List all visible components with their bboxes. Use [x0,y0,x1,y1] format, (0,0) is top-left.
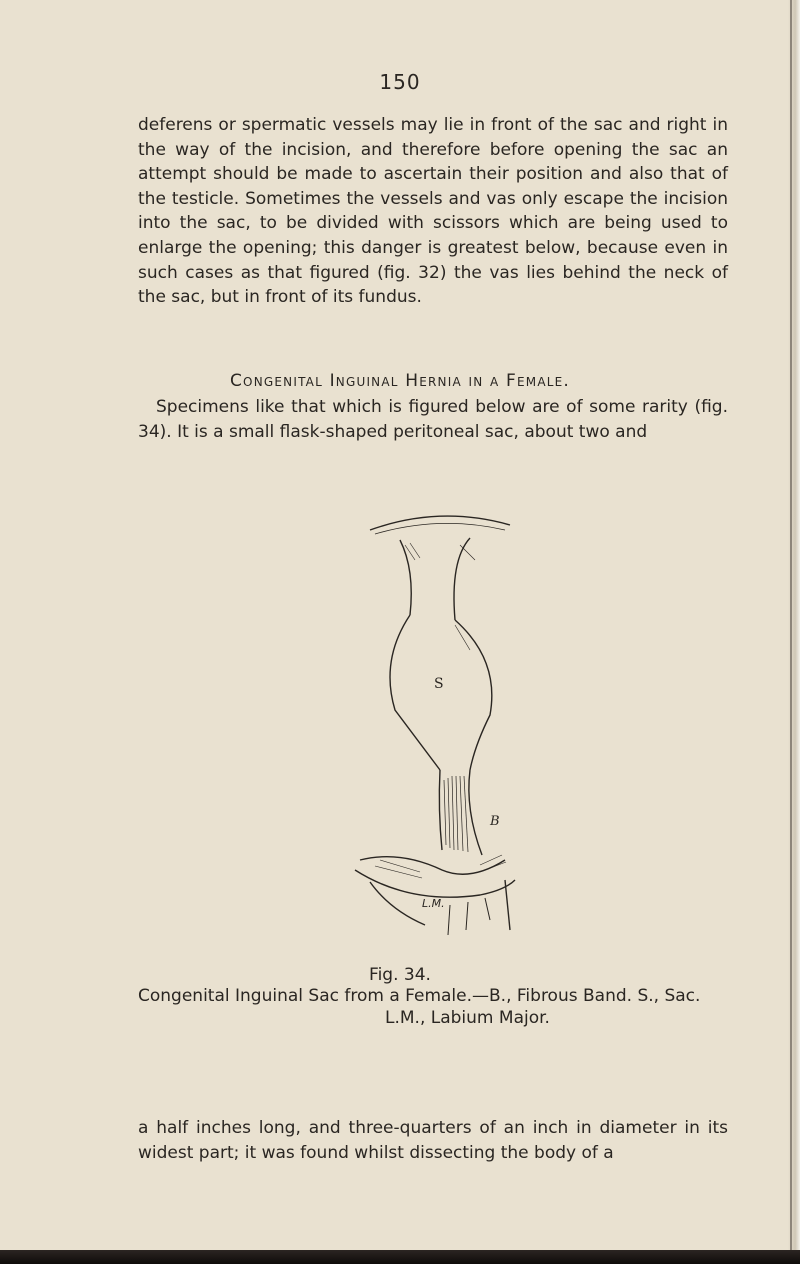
page-edge-line [790,0,792,1264]
label-band: B [490,814,500,829]
hernia-sac-drawing [330,510,530,950]
paragraph-2: Specimens like that which is figured below are of some rarity (fig. 34). It is a small flask-shaped peritoneal sac, about two and [138,397,728,442]
page-number: 150 [379,70,421,94]
figure-illustration [330,510,530,950]
label-sac: S [434,676,444,692]
caption-line-1: Congenital Inguinal Sac from a Female.—B., Fibrous Band. S., Sac. [138,986,701,1006]
section-heading: Congenital Inguinal Hernia in a Female. [229,371,571,391]
page-bottom-edge [0,1250,800,1264]
figure-caption [138,985,738,1029]
figure-number: Fig. 34. [369,965,431,985]
label-labium: L.M. [422,897,445,910]
caption-line-2: L.M., Labium Major. [385,1008,550,1028]
paragraph-1: deferens or spermatic vessels may lie in front of the sac and right in the way of the incision, and therefore before opening the sac an attempt should be made to ascertain their position and also that of the testicle. Sometimes the vessels and vas only escape the incision into the sac, to be divided with scissors which are being used to enlarge the opening; this danger is greatest below, because even in such cases as that figured (fig. 32) the vas lies behind the neck of the sac, but in front of its fundus. [138,115,728,308]
paragraph-3: a half inches long, and three-quarters of an inch in diameter in its widest part; it was found whilst dissecting the body of a [138,1118,728,1163]
